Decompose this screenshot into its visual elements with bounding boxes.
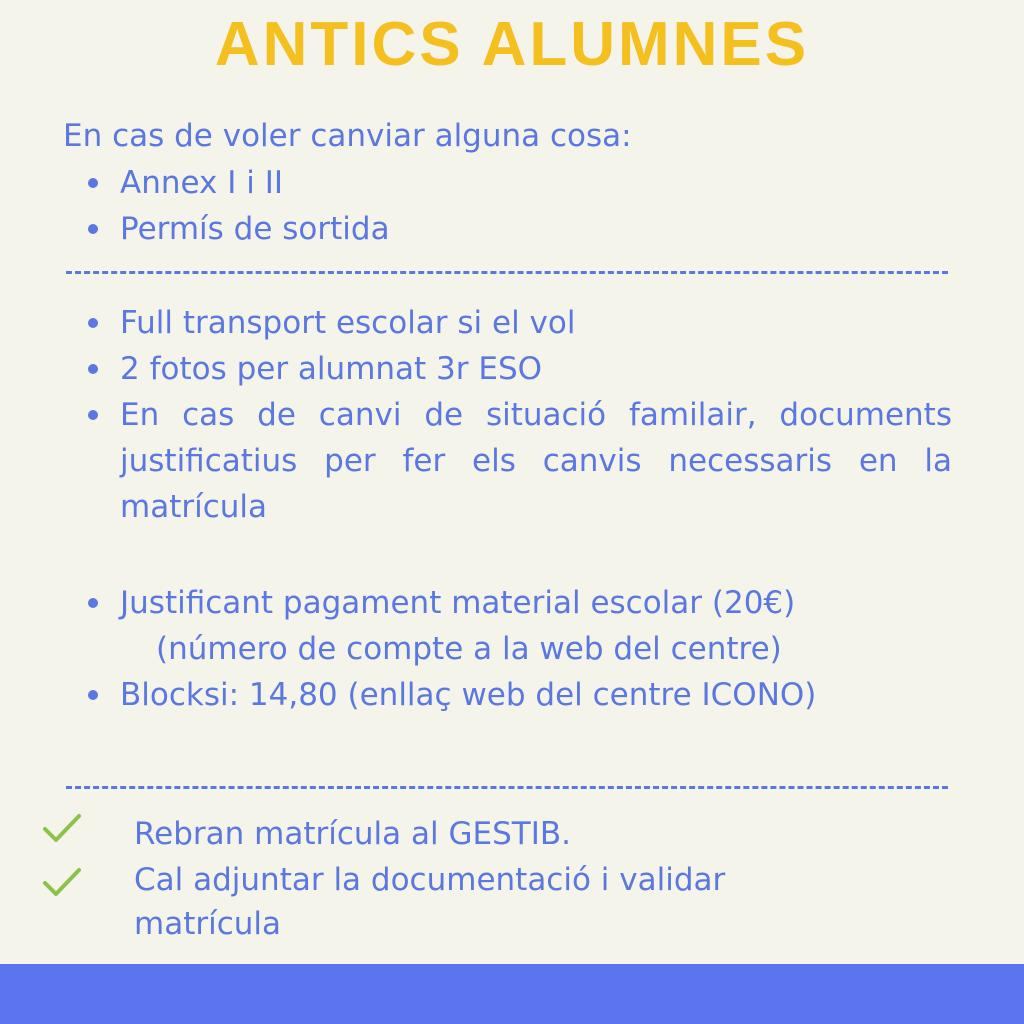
- checkmark-icon: [42, 812, 82, 846]
- page-title: ANTICS ALUMNES: [214, 10, 810, 79]
- footer-band: [0, 964, 1024, 1024]
- list-item: Annex I i II: [120, 160, 390, 206]
- change-items-list: [120, 160, 390, 252]
- list-item: Permís de sortida: [120, 206, 390, 252]
- dashed-divider: [66, 271, 948, 274]
- list-item: 2 fotos per alumnat 3r ESO: [120, 346, 952, 392]
- list-item: [120, 580, 952, 672]
- final-step-text: Rebran matrícula al GESTIB.: [134, 816, 571, 852]
- documents-list: [120, 300, 952, 530]
- material-payment-text: Justificant pagament material escolar (20€): [120, 585, 796, 621]
- account-number-note: (número de compte a la web del centre): [156, 631, 782, 667]
- final-step-text: Cal adjuntar la documentació i validar matrícula: [134, 862, 726, 942]
- dashed-divider: [66, 786, 948, 789]
- checkmark-icon: [42, 866, 82, 900]
- list-item: Blocksi: 14,80 (enllaç web del centre ICONO): [120, 672, 952, 718]
- list-item: En cas de canvi de situació familair, documents justificatius per fer els canvis necessaris en la matrícula: [120, 392, 952, 530]
- list-item: Full transport escolar si el vol: [120, 300, 952, 346]
- payments-list: [120, 580, 952, 718]
- intro-text: En cas de voler canviar alguna cosa:: [63, 118, 632, 154]
